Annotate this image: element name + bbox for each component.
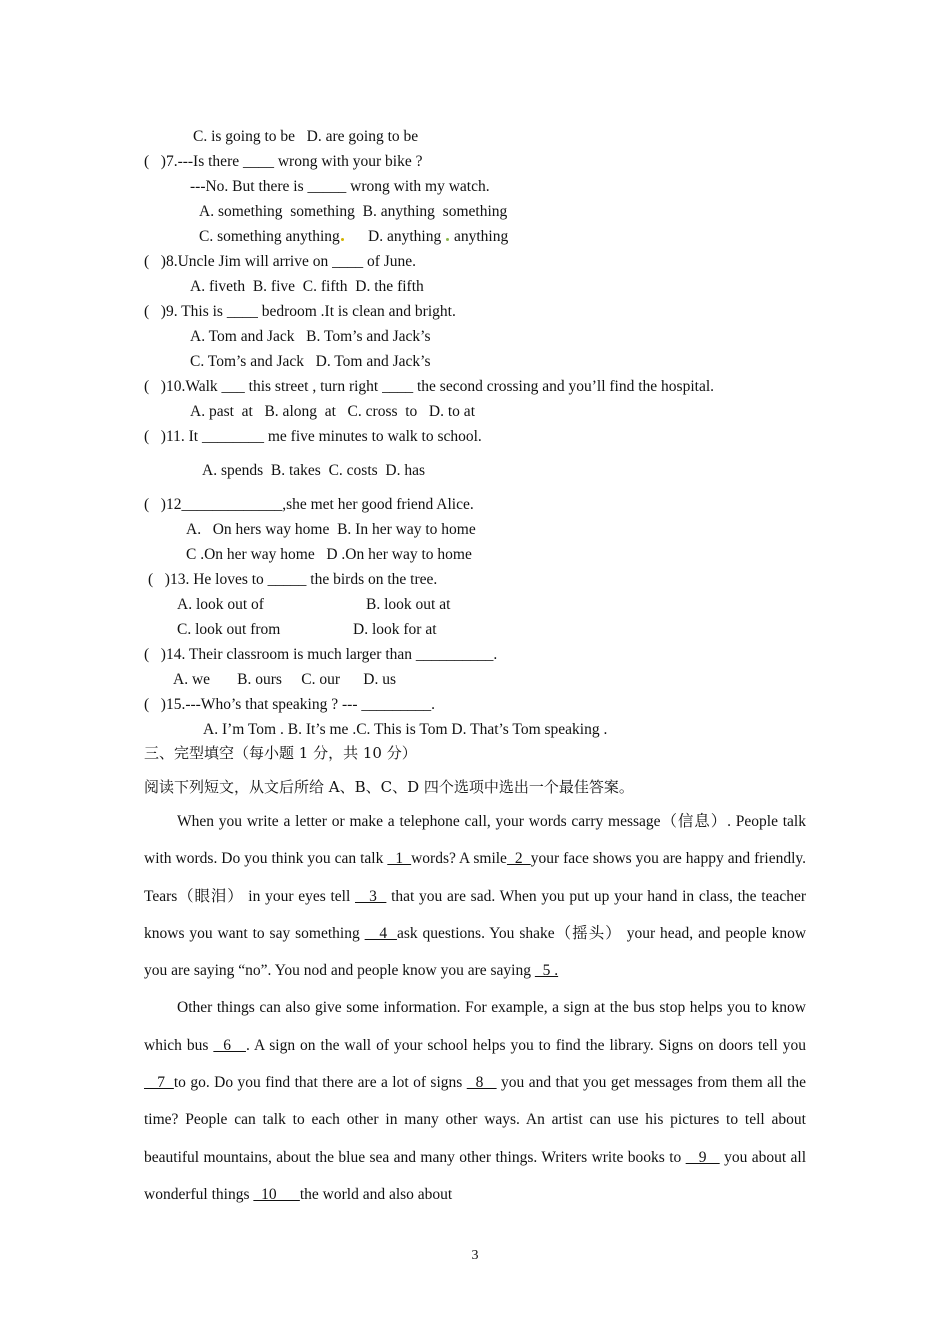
question-14-options: A. we B. ours C. our D. us xyxy=(173,671,397,688)
blank-3: 3 xyxy=(355,887,387,905)
question-14-stem: ( )14. Their classroom is much larger than __________. xyxy=(144,646,498,663)
question-7-options-ab: A. something something B. anything something xyxy=(199,203,508,220)
page-number: 3 xyxy=(471,1248,479,1263)
passage-paragraph-2: Other things can also give some information. For example, a sign at the bus stop helps you to know which bus 6 . A sign on the wall of your school helps you to find the library. Signs on doors tell you 7 to go. Do you find that there are a lot of signs 8 you and that you get messages from them all the time? People can talk to each other in many other ways. An artist can use his pictures to tell about beautiful mountains, about the blue sea and many other things. Writers write books to 9 you about all wonderful things 10 the world and also about xyxy=(144,999,807,1203)
question-9-options-cd: C. Tom’s and Jack D. Tom and Jack’s xyxy=(190,353,431,370)
blank-6: 6 xyxy=(213,1036,246,1054)
question-15-stem: ( )15.---Who’s that speaking ? --- _________. xyxy=(144,696,435,713)
question-7-stem: ( )7.---Is there ____ wrong with your bike ? xyxy=(144,153,423,170)
question-7-options-cd xyxy=(199,227,508,247)
blank-1: 1 xyxy=(387,850,412,868)
question-15-options: A. I’m Tom . B. It’s me .C. This is Tom D. That’s Tom speaking . xyxy=(203,721,608,738)
mark-dot xyxy=(341,238,344,241)
question-11-stem: ( )11. It ________ me five minutes to walk to school. xyxy=(144,428,482,445)
question-12-options-cd: C .On her way home D .On her way to home xyxy=(186,546,472,563)
mark-dot xyxy=(446,238,449,241)
blank-10: 10 xyxy=(253,1185,300,1203)
blank-5: 5 . xyxy=(534,962,559,980)
question-13-option-a: A. look out of xyxy=(177,596,264,613)
question-8-stem: ( )8.Uncle Jim will arrive on ____ of June. xyxy=(144,253,417,270)
question-12-options-ab: A. On hers way home B. In her way to home xyxy=(186,521,476,538)
question-8-options: A. fiveth B. five C. fifth D. the fifth xyxy=(190,278,424,295)
question-13-option-d: D. look for at xyxy=(353,621,437,638)
question-9-options-ab: A. Tom and Jack B. Tom’s and Jack’s xyxy=(190,328,431,345)
question-11-options: A. spends B. takes C. costs D. has xyxy=(202,462,426,479)
question-12-stem: ( )12_____________,she met her good friend Alice. xyxy=(144,496,474,513)
question-9-stem: ( )9. This is ____ bedroom .It is clean and bright. xyxy=(144,303,456,320)
section-heading: 三、完型填空（每小题 1 分，共 10 分） xyxy=(144,744,417,762)
option-d-text: D. anything xyxy=(368,228,442,245)
section-instructions: 阅读下列短文，从文后所给 A、B、C、D 四个选项中选出一个最佳答案。 xyxy=(144,778,634,796)
blank-4: 4 xyxy=(364,924,397,942)
question-13-option-b: B. look out at xyxy=(366,596,451,613)
question-10-stem: ( )10.Walk ___ this street , turn right ____ the second crossing and you’ll find the hospital. xyxy=(144,378,715,395)
option-d-text-2: anything xyxy=(453,228,509,245)
question-10-options: A. past at B. along at C. cross to D. to at xyxy=(190,403,475,420)
blank-9: 9 xyxy=(685,1148,720,1166)
cloze-passage xyxy=(144,803,806,1213)
blank-8: 8 xyxy=(466,1074,497,1092)
passage-paragraph-1: When you write a letter or make a telephone call, your words carry message（信息）. People talk with words. Do you think you can talk 1 words? A smile 2 your face shows you are happy and friendly. Tears（眼泪） in your eyes tell 3 that you are sad. When you put up your hand in class, the teacher knows you want to say something 4 ask questions. You shake（摇头） your head, and people know you are saying “no”. You nod and people know you are saying 5 . xyxy=(144,813,807,980)
question-13-stem: ( )13. He loves to _____ the birds on the tree. xyxy=(148,571,438,588)
blank-7: 7 xyxy=(144,1074,174,1092)
blank-2: 2 xyxy=(506,850,531,868)
question-7-stem-reply: ---No. But there is _____ wrong with my watch. xyxy=(190,178,490,195)
question-13-option-c: C. look out from xyxy=(177,621,281,638)
question-6-options-cd: C. is going to be D. are going to be xyxy=(193,128,419,145)
option-c-text: C. something anything xyxy=(199,228,340,245)
